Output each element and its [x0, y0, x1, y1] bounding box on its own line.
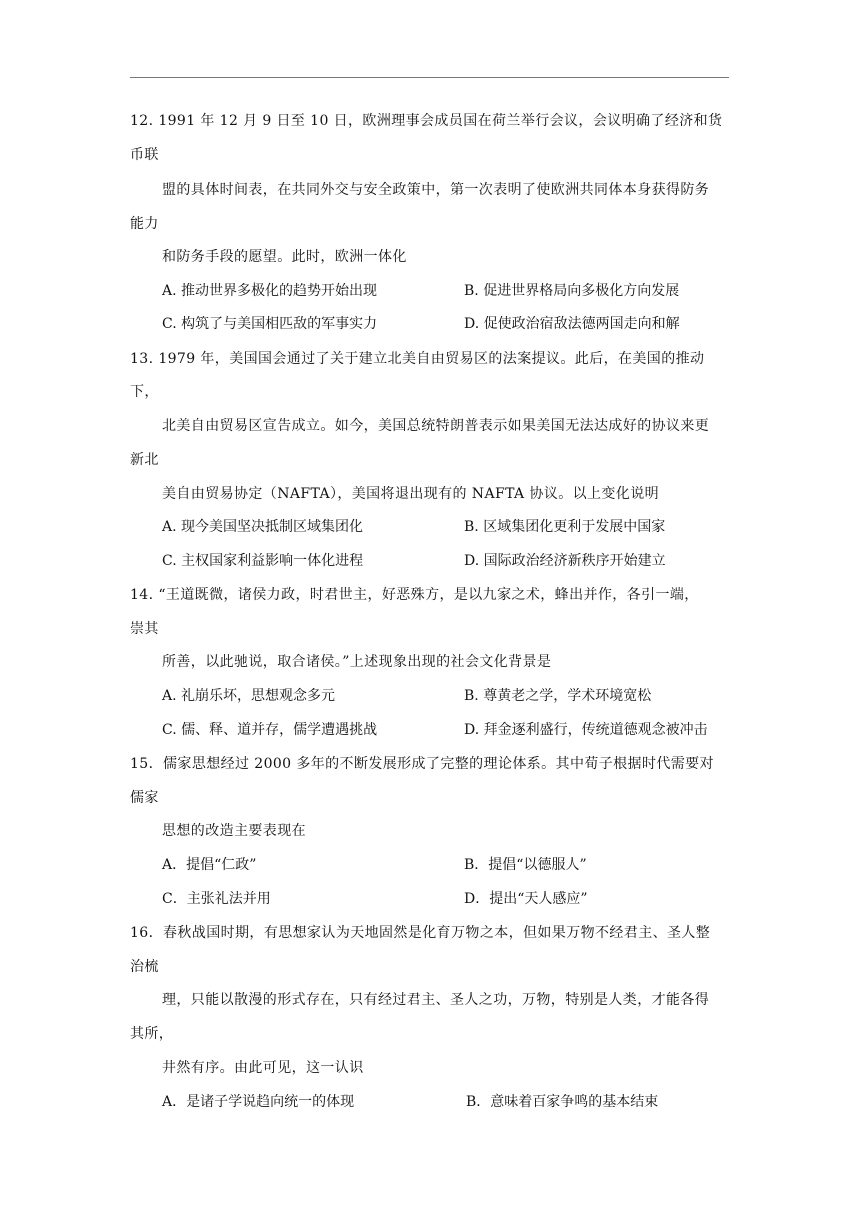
- q13-stem-line-2: 下，: [130, 384, 159, 400]
- q15-option-d: D．提出“天人感应”: [464, 891, 588, 907]
- q14-stem-line-2: 崇其: [130, 621, 159, 637]
- q15-stem-line-3: 思想的改造主要表现在: [162, 823, 306, 839]
- q16-stem-line-5: 井然有序。由此可见，这一认识: [162, 1060, 364, 1076]
- q13-option-d: D. 国际政治经济新秩序开始建立: [464, 553, 666, 569]
- q16-stem-line-4: 其所，: [130, 1026, 174, 1042]
- q16-option-b: B．意味着百家争鸣的基本结束: [466, 1094, 659, 1110]
- q12-stem-line-5: 和防务手段的愿望。此时，欧洲一体化: [162, 249, 407, 265]
- q16-option-a: A．是诸子学说趋向统一的体现: [162, 1094, 355, 1110]
- q13-stem-line-1: 13. 1979 年，美国国会通过了关于建立北美自由贸易区的法案提议。此后，在美国的推动: [130, 351, 705, 367]
- q13-stem-line-5: 美自由贸易协定（NAFTA），美国将退出现有的 NAFTA 协议。以上变化说明: [162, 486, 660, 502]
- q14-option-b: B. 尊黄老之学，学术环境宽松: [464, 688, 652, 704]
- q12-stem-line-4: 能力: [130, 216, 159, 232]
- q13-stem-line-4: 新北: [130, 452, 159, 468]
- q12-stem-line-3: 盟的具体时间表，在共同外交与安全政策中，第一次表明了使欧洲共同体本身获得防务: [162, 182, 710, 198]
- q14-option-d: D. 拜金逐利盛行，传统道德观念被冲击: [464, 722, 708, 738]
- q15-stem-line-1: 15．儒家思想经过 2000 多年的不断发展形成了完整的理论体系。其中荀子根据时代需要对: [130, 756, 714, 772]
- q12-stem-line-1: 12. 1991 年 12 月 9 日至 10 日，欧洲理事会成员国在荷兰举行会议，会议明确了经济和货: [130, 113, 723, 129]
- q12-option-c: C. 构筑了与美国相匹敌的军事实力: [162, 316, 378, 332]
- q15-option-a: A．提倡“仁政”: [162, 857, 257, 873]
- q13-option-c: C. 主权国家利益影响一体化进程: [162, 553, 364, 569]
- q16-stem-line-3: 理，只能以散漫的形式存在，只有经过君主、圣人之功，万物，特别是人类，才能各得: [162, 992, 710, 1008]
- header-rule: [130, 77, 729, 78]
- q14-option-c: C. 儒、释、道并存，儒学遭遇挑战: [162, 722, 378, 738]
- q13-option-a: A. 现今美国坚决抵制区域集团化: [162, 519, 364, 535]
- q12-option-d: D. 促使政治宿敌法德两国走向和解: [464, 316, 680, 332]
- q15-option-c: C．主张礼法并用: [162, 891, 271, 907]
- q13-stem-line-3: 北美自由贸易区宣告成立。如今，美国总统特朗普表示如果美国无法达成好的协议来更: [162, 418, 710, 434]
- q15-stem-line-2: 儒家: [130, 790, 159, 806]
- q12-stem-line-2: 币联: [130, 147, 159, 163]
- q12-option-a: A. 推动世界多极化的趋势开始出现: [162, 283, 378, 299]
- q14-stem-line-1: 14. “王道既微，诸侯力政，时君世主，好恶殊方，是以九家之术，蜂出并作，各引一端，: [130, 587, 699, 603]
- q14-stem-line-3: 所善，以此驰说，取合诸侯。”上述现象出现的社会文化背景是: [162, 654, 552, 670]
- q16-stem-line-2: 治梳: [130, 959, 159, 975]
- q13-option-b: B. 区域集团化更利于发展中国家: [464, 519, 666, 535]
- q14-option-a: A. 礼崩乐坏，思想观念多元: [162, 688, 336, 704]
- q12-option-b: B. 促进世界格局向多极化方向发展: [464, 283, 680, 299]
- q15-option-b: B．提倡“以德服人”: [464, 857, 587, 873]
- q16-stem-line-1: 16．春秋战国时期，有思想家认为天地固然是化育万物之本，但如果万物不经君主、圣人整: [130, 925, 711, 941]
